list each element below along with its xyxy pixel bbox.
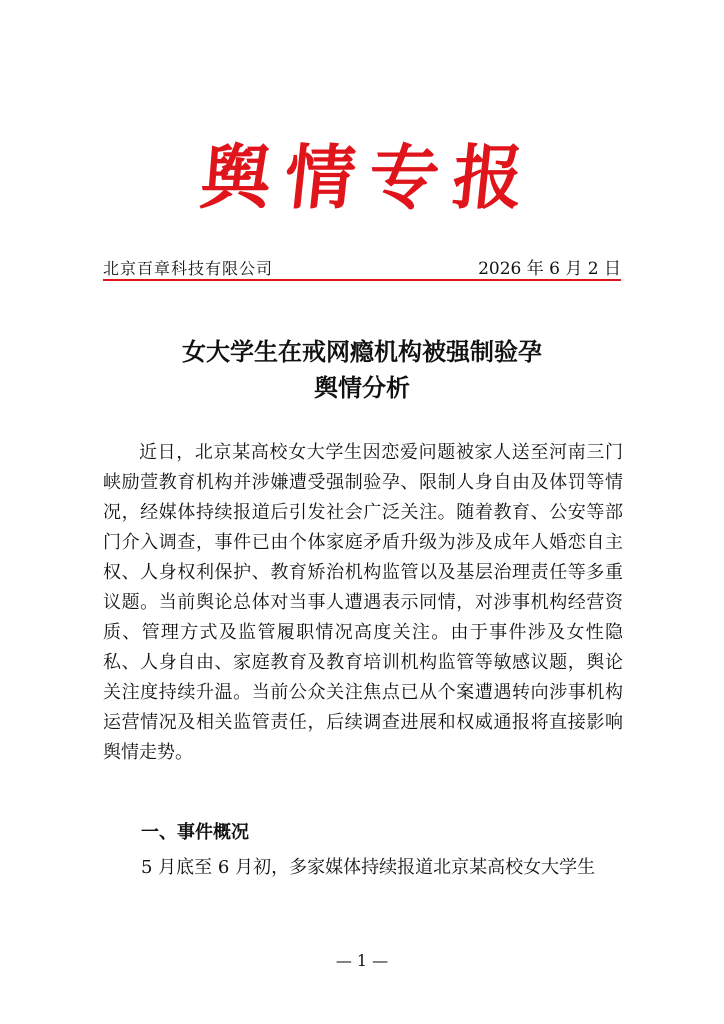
- issuer-name: 北京百章科技有限公司: [103, 259, 274, 278]
- section-heading: 一、事件概况: [141, 822, 249, 843]
- section-paragraph: 5 月底至 6 月初，多家媒体持续报道北京某高校女大学生: [141, 857, 596, 878]
- masthead-title: 舆情专报: [196, 136, 542, 219]
- red-divider: [103, 279, 621, 281]
- intro-paragraph: 近日，北京某高校女大学生因恋爱问题被家人送至河南三门峡励萱教育机构并涉嫌遭受强制验孕、限制人身自由及体罚等情况，经媒体持续报道后引发社会广泛关注。随着教育、公安等部门介入调查，事件已由个体家庭矛盾升级为涉及成年人婚恋自主权、人身权利保护、教育矫治机构监管以及基层治理责任等多重议题。当前舆论总体对当事人遭遇表示同情，对涉事机构经营资质、管理方式及监管履职情况高度关注。由于事件涉及女性隐私、人身自由、家庭教育及教育培训机构监管等敏感议题，舆论关注度持续升温。当前公众关注焦点已从个案遭遇转向涉事机构运营情况及相关监管责任，后续调查进展和权威通报将直接影响舆情走势。: [103, 442, 623, 763]
- title-line-1: 女大学生在戒网瘾机构被强制验孕: [182, 337, 542, 366]
- title-line-2: 舆情分析: [314, 373, 410, 402]
- document-title: [90, 334, 634, 406]
- issue-date: 2026 年 6 月 2 日: [478, 259, 621, 279]
- page-number: — 1 —: [335, 951, 389, 970]
